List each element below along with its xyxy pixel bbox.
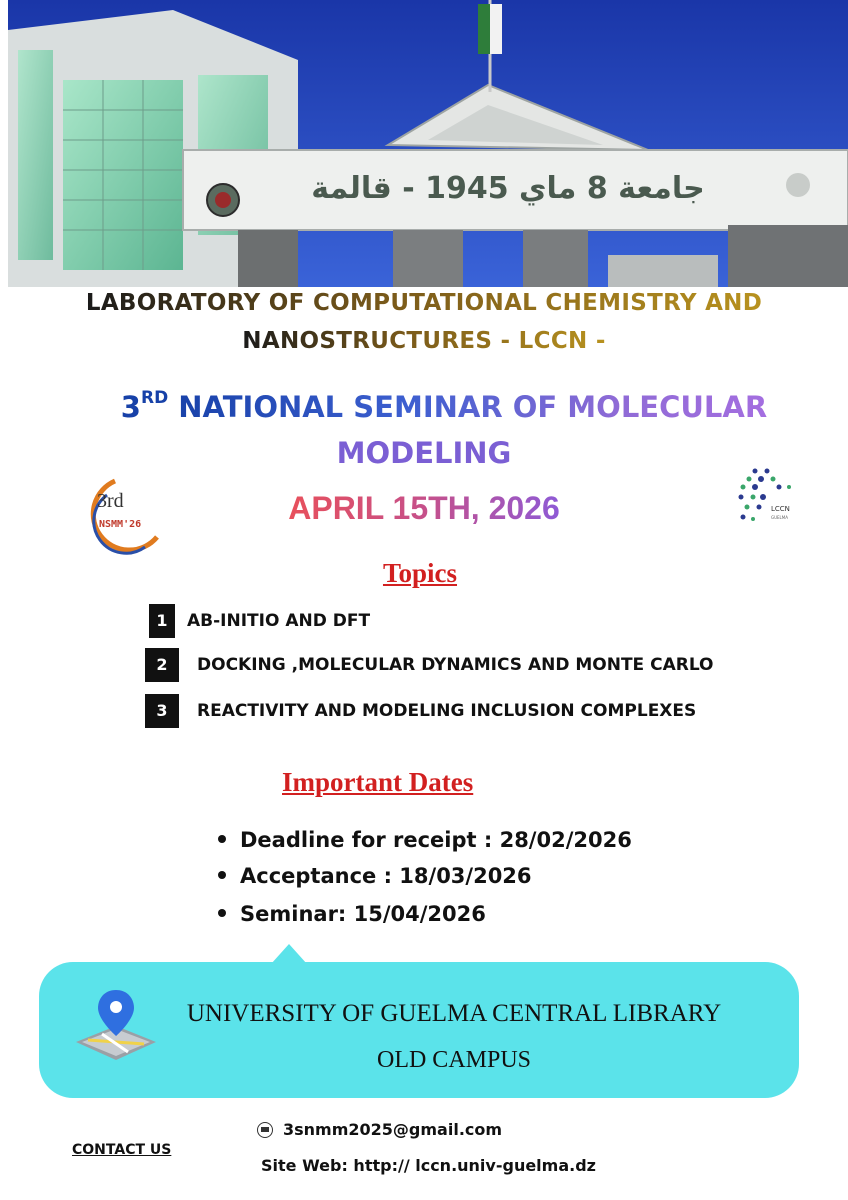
bullet-icon: [218, 871, 226, 879]
lccn-logo: [733, 465, 803, 535]
topic-label: DOCKING ,MOLECULAR DYNAMICS AND MONTE CARLO: [197, 655, 714, 675]
contact-us-label: CONTACT US: [72, 1142, 172, 1158]
lab-title-line-2: NANOSTRUCTURES - LCCN -: [242, 328, 606, 354]
lab-title-line-1: LABORATORY OF COMPUTATIONAL CHEMISTRY AND: [85, 290, 763, 316]
topic-label: AB-INITIO AND DFT: [187, 611, 371, 631]
location-callout-notch: [271, 944, 307, 964]
seminar-title-line-2: MODELING: [336, 436, 512, 470]
topic-number-badge: 2: [145, 648, 179, 682]
website-link[interactable]: Site Web: http:// lccn.univ-guelma.dz: [261, 1156, 596, 1175]
gate-banner-text: جامعة 8 ماي 1945 - قالمة: [311, 171, 705, 206]
email-address[interactable]: 3snmm2025@gmail.com: [283, 1120, 503, 1139]
date-item: Deadline for receipt : 28/02/2026: [218, 822, 632, 858]
university-gate-photo: [8, 0, 848, 287]
location-line-1: UNIVERSITY OF GUELMA CENTRAL LIBRARY: [186, 1000, 722, 1027]
important-dates-list: [218, 822, 632, 932]
important-dates-heading: Important Dates: [282, 767, 474, 797]
ordinal-superscript: RD: [140, 388, 169, 408]
lccn-logo-subtext: GUELMA: [771, 515, 788, 520]
bullet-icon: [218, 909, 226, 917]
topics-heading: Topics: [382, 558, 458, 588]
topic-item: [145, 648, 714, 682]
email-icon: [257, 1122, 273, 1138]
topic-item: [149, 604, 370, 638]
date-item: Acceptance : 18/03/2026: [218, 858, 632, 894]
topic-number-badge: 3: [145, 694, 179, 728]
seminar-date: APRIL 15TH, 2026: [288, 490, 560, 526]
topic-number-badge: 1: [149, 604, 175, 638]
topic-item: [145, 694, 696, 728]
lccn-logo-text: LCCN: [771, 505, 790, 513]
bullet-icon: [218, 835, 226, 843]
topic-label: REACTIVITY AND MODELING INCLUSION COMPLEXES: [197, 701, 697, 721]
logo-nsmm-text: NSMM'26: [99, 519, 142, 530]
date-item: Seminar: 15/04/2026: [218, 896, 632, 932]
seminar-title-line-1: 3RD NATIONAL SEMINAR OF MOLECULAR: [120, 388, 768, 424]
email-line: [257, 1120, 502, 1139]
location-line-2: OLD CAMPUS: [376, 1047, 532, 1073]
logo-3rd-text: 3rd: [97, 490, 124, 512]
